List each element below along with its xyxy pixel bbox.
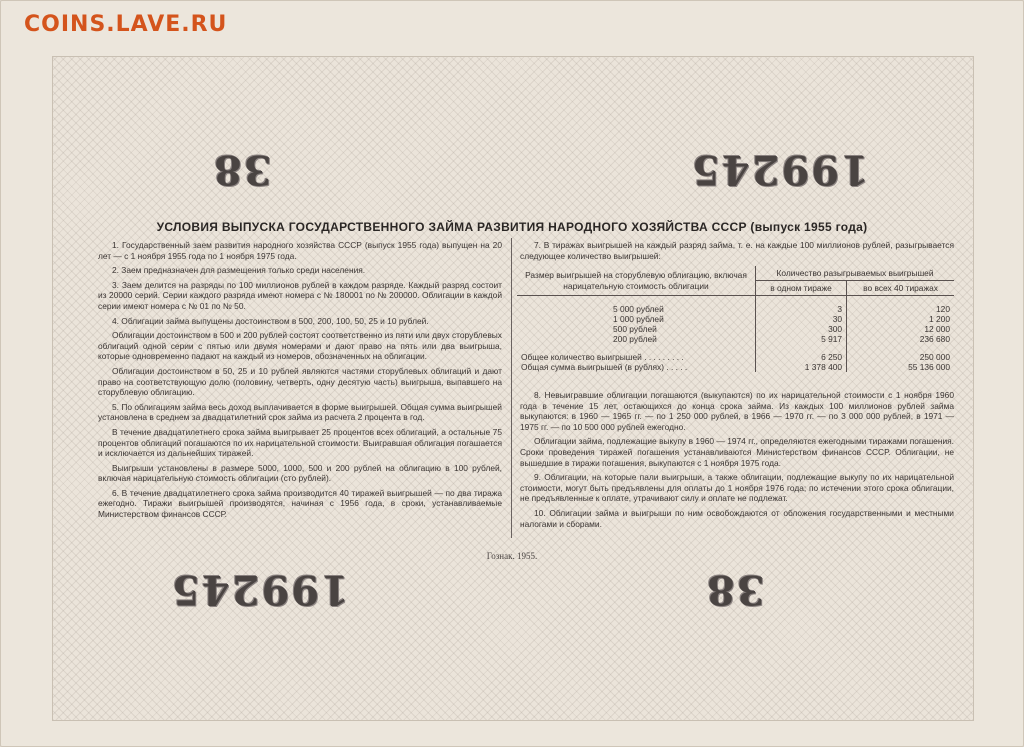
serial-number-top: 199245 bbox=[690, 146, 869, 193]
condition-paragraph: Облигации достоинством в 50, 25 и 10 рублей являются частями сторублевых облигаций и дают право на соответствующую долю (половину, четверть, одну десятую часть) выигрыша, выпавшего на сторублевую облигацию. bbox=[98, 365, 502, 398]
table-row bbox=[517, 334, 954, 344]
all-draws-header: во всех 40 тиражах bbox=[847, 281, 954, 296]
left-column bbox=[98, 240, 502, 524]
table-row bbox=[517, 304, 954, 314]
right-column bbox=[520, 390, 954, 533]
one-draw-header: в одном тираже bbox=[756, 281, 847, 296]
table-cell: 6 250 bbox=[756, 352, 847, 362]
table-cell: 200 рублей bbox=[517, 334, 756, 344]
table-cell: 3 bbox=[756, 304, 847, 314]
series-number-top: 38 bbox=[212, 146, 272, 193]
table-row bbox=[517, 352, 954, 362]
serial-number-bottom: 199245 bbox=[170, 566, 349, 613]
condition-paragraph: 5. По облигациям займа весь доход выплачивается в форме выигрышей. Общая сумма выигрышей установлена в среднем за двадцатилетний срок займа из расчета 2 процента в год. bbox=[98, 401, 502, 423]
condition-paragraph: 2. Заем предназначен для размещения только среди населения. bbox=[112, 265, 366, 276]
prize-size-header: Размер выигрышей на сторублевую облигацию, включая нарицательную стоимость облигации bbox=[517, 266, 756, 296]
table-cell: 5 000 рублей bbox=[517, 304, 756, 314]
table-cell: 12 000 bbox=[924, 324, 950, 334]
table-cell: 300 bbox=[756, 324, 847, 334]
site-watermark: COINS.LAVE.RU bbox=[24, 12, 228, 37]
condition-paragraph: 3. Заем делится на разряды по 100 миллионов рублей в каждом разряде. Каждый разряд состоит из 20000 серий. Серии каждого разряда имеют номера с № 180001 по № 200000. Облигации в каждой серии имеют номера с № 01 по № 50. bbox=[98, 279, 502, 311]
table-cell: 236 680 bbox=[919, 334, 950, 344]
condition-paragraph: 9. Облигации, на которые пали выигрыши, а также облигации, подлежащие выкупу по их нарицательной стоимости, могут быть предъявлены для оплаты до 1 ноября 1976 года; по истечении этого срока облигации, не предъявленные к оплате, утрачивают силу и оплате не подлежат. bbox=[520, 472, 954, 504]
table-row bbox=[517, 362, 954, 372]
table-cell: 30 bbox=[756, 314, 847, 324]
goznak-imprint: Гознак. 1955. bbox=[486, 551, 538, 561]
table-row bbox=[517, 324, 954, 334]
table-cell: 120 bbox=[936, 304, 950, 314]
table-cell: 55 136 000 bbox=[908, 362, 950, 372]
table-cell: 5 917 bbox=[756, 334, 847, 344]
condition-paragraph: Облигации достоинством в 500 и 200 рублей состоят соответственно из пяти или двух сторублевых облигаций одной серии с пятью или двумя номерами и дают право на пять или два выигрыша, которые одновременно падают на каждый из номеров, обозначенных на облигации. bbox=[98, 330, 502, 362]
condition-paragraph: 10. Облигации займа и выигрыши по ним освобождаются от обложения государственными и местными налогами и сборами. bbox=[520, 507, 954, 529]
condition-paragraph: 4. Облигации займа выпущены достоинством в 500, 200, 100, 50, 25 и 10 рублей. bbox=[112, 315, 429, 326]
condition-paragraph: Облигации займа, подлежащие выкупу в 1960 — 1974 гг., определяются ежегодными тиражами погашения. Сроки проведения тиражей погашения устанавливаются Министерством финансов СССР. Облигации, не вышедшие в тиражи погашения, выкупаются с 1 ноября 1975 года. bbox=[520, 436, 954, 468]
table-cell: 1 200 bbox=[929, 314, 950, 324]
condition-paragraph: 1. Государственный заем развития народного хозяйства СССР (выпуск 1955 года) выпущен на 20 лет — с 1 ноября 1955 года по 1 ноября 1975 года. bbox=[98, 240, 502, 261]
series-number-bottom: 38 bbox=[705, 566, 765, 613]
right-intro: 7. В тиражах выигрышей на каждый разряд займа, т. е. на каждые 100 миллионов рублей, разыгрывается следующее количество выигрышей: bbox=[520, 240, 954, 261]
table-cell: 1 000 рублей bbox=[517, 314, 756, 324]
table-cell: Общая сумма выигрышей (в рублях) . . . . . bbox=[517, 362, 756, 372]
prize-table bbox=[517, 266, 954, 372]
table-cell: 1 378 400 bbox=[756, 362, 847, 372]
table-cell: 250 000 bbox=[919, 352, 950, 362]
table-row bbox=[517, 314, 954, 324]
conditions-title: УСЛОВИЯ ВЫПУСКА ГОСУДАРСТВЕННОГО ЗАЙМА РАЗВИТИЯ НАРОДНОГО ХОЗЯЙСТВА СССР (выпуск 1955 года) bbox=[156, 220, 868, 234]
table-cell: Общее количество выигрышей . . . . . . . . . bbox=[517, 352, 756, 362]
condition-paragraph: В течение двадцатилетнего срока займа выигрывает 25 процентов всех облигаций, а остальные 75 процентов облигаций погашаются по их нарицательной стоимости. Выигравшая облигация погашается и исключается из дальнейших тиражей. bbox=[98, 426, 502, 459]
condition-paragraph: 6. В течение двадцатилетнего срока займа производится 40 тиражей выигрышей — по два тиража ежегодно. Тиражи выигрышей производятся, начиная с 1956 года, в сроки, устанавливаемые Министерством финансов СССР. bbox=[98, 487, 502, 520]
condition-paragraph: Выигрыши установлены в размере 5000, 1000, 500 и 200 рублей на облигацию в 100 рублей, включая нарицательную стоимость облигации (сто рублей). bbox=[98, 462, 502, 484]
table-cell: 500 рублей bbox=[517, 324, 756, 334]
prize-count-header: Количество разыгрываемых выигрышей bbox=[756, 266, 955, 281]
column-divider bbox=[511, 238, 512, 538]
condition-paragraph: 8. Невыигравшие облигации погашаются (выкупаются) по их нарицательной стоимости с 1 ноября 1960 года в течение 15 лет, остающихся до конца срока займа. Из каждых 100 миллионов рублей займа выкупаются: в 1960 — 1965 гг. — по 1 250 000 рублей, в 1966 — 1970 гг. — по 3 000 000 рублей, в 1971 — 1975 гг. — по 10 500 000 рублей ежегодно. bbox=[520, 390, 954, 432]
